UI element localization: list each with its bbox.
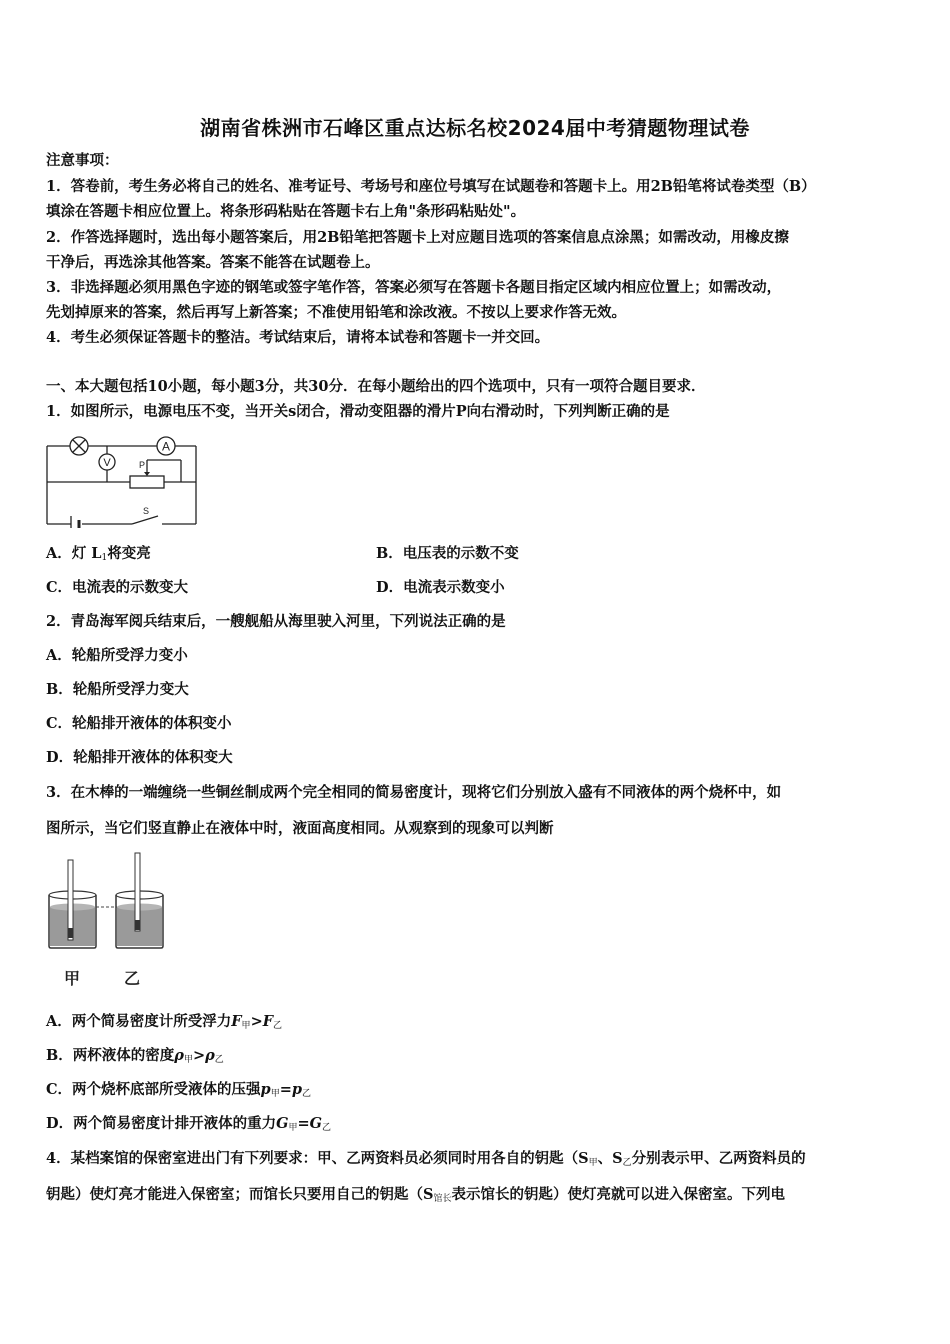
q4-stem: 钥匙）使灯亮才能进入保密室；而馆长只要用自己的钥匙（$S_{馆长}$表示馆长的钥匙）使灯亮就可以进入保密室。下列电: [46, 1186, 785, 1204]
q2-stem: 2．青岛海军阅兵结束后，一艘舰船从海里驶入河里，下列说法正确的是: [46, 613, 506, 630]
notice-line: 干净后，再选涂其他答案。答案不能答在试题卷上。: [46, 254, 380, 271]
ammeter-label: A: [161, 439, 171, 454]
q3-option-b: B．两杯液体的密度$\rho_甲>\rho_乙$: [46, 1047, 224, 1065]
q4-stem: 4．某档案馆的保密室进出门有下列要求：甲、乙两资料员必须同时用各自的钥匙（$S_甲$、$S_乙$分别表示甲、乙两资料员的: [46, 1150, 806, 1168]
q3-option-a: A．两个简易密度计所受浮力$F_甲>F_乙$: [46, 1013, 283, 1031]
notice-line: 4．考生必须保证答题卡的整洁。考试结束后，请将本试卷和答题卡一并交回。: [46, 329, 550, 346]
q3-option-c: C．两个烧杯底部所受液体的压强$p_甲=p_乙$: [46, 1081, 312, 1099]
q3-stem: 3．在木棒的一端缠绕一些铜丝制成两个完全相同的简易密度计，现将它们分别放入盛有不同液体的两个烧杯中，如: [46, 784, 782, 801]
q3-beakers-diagram: [44, 850, 174, 1000]
q2-option-b: B．轮船所受浮力变大: [46, 681, 189, 698]
notice-line: 先划掉原来的答案，然后再写上新答案；不准使用铅笔和涂改液。不按以上要求作答无效。: [46, 304, 626, 321]
ammeter-icon: [157, 437, 175, 455]
q2-option-a: A．轮船所受浮力变小: [46, 647, 188, 664]
notice-heading: 注意事项：: [46, 152, 119, 169]
beaker-jia-icon: [49, 860, 96, 948]
notice-line: 填涂在答题卡相应位置上。将条形码粘贴在答题卡右上角"条形码粘贴处"。: [46, 203, 526, 220]
notice-line: 2．作答选择题时，选出每小题答案后，用2B铅笔把答题卡上对应题目选项的答案信息点涂黑；如需改动，用橡皮擦: [46, 229, 789, 246]
q1-option-d: D．电流表示数变小: [376, 579, 505, 596]
q2-option-d: D．轮船排开液体的体积变大: [46, 749, 233, 766]
q1-circuit-diagram: [44, 432, 202, 528]
voltmeter-label: V: [103, 457, 111, 469]
q3-option-d: D．两个简易密度计排开液体的重力$G_甲=G_乙$: [46, 1115, 332, 1133]
slider-label: P: [139, 460, 146, 470]
voltmeter-icon: [99, 454, 115, 470]
beaker-yi-icon: [116, 853, 163, 948]
exam-title: 湖南省株洲市石峰区重点达标名校2024届中考猜题物理试卷: [200, 116, 750, 140]
label-yi: 乙: [123, 969, 141, 988]
q3-stem: 图所示，当它们竖直静止在液体中时，液面高度相同。从观察到的现象可以判断: [46, 820, 554, 837]
switch-label: S: [143, 506, 150, 516]
q1-stem: 1．如图所示，电源电压不变，当开关s闭合，滑动变阻器的滑片P向右滑动时，下列判断正确的是: [46, 403, 670, 420]
q1-option-c: C．电流表的示数变大: [46, 579, 189, 596]
q2-option-c: C．轮船排开液体的体积变小: [46, 715, 232, 732]
notice-line: 3．非选择题必须用黑色字迹的钢笔或签字笔作答，答案必须写在答题卡各题目指定区域内相应位置上；如需改动，: [46, 279, 782, 296]
q1-option-a: A．灯 $L_1$将变亮: [46, 545, 151, 563]
q1-option-b: B．电压表的示数不变: [376, 545, 519, 562]
lamp-icon: [70, 437, 88, 455]
battery-icon: [71, 516, 79, 528]
section-heading: 一、本大题包括10小题，每小题3分，共30分．在每小题给出的四个选项中，只有一项符合题目要求．: [46, 378, 706, 395]
notice-line: 1．答卷前，考生务必将自己的姓名、准考证号、考场号和座位号填写在试题卷和答题卡上。用2B铅笔将试卷类型（B）: [46, 178, 816, 195]
label-jia: 甲: [63, 969, 81, 988]
